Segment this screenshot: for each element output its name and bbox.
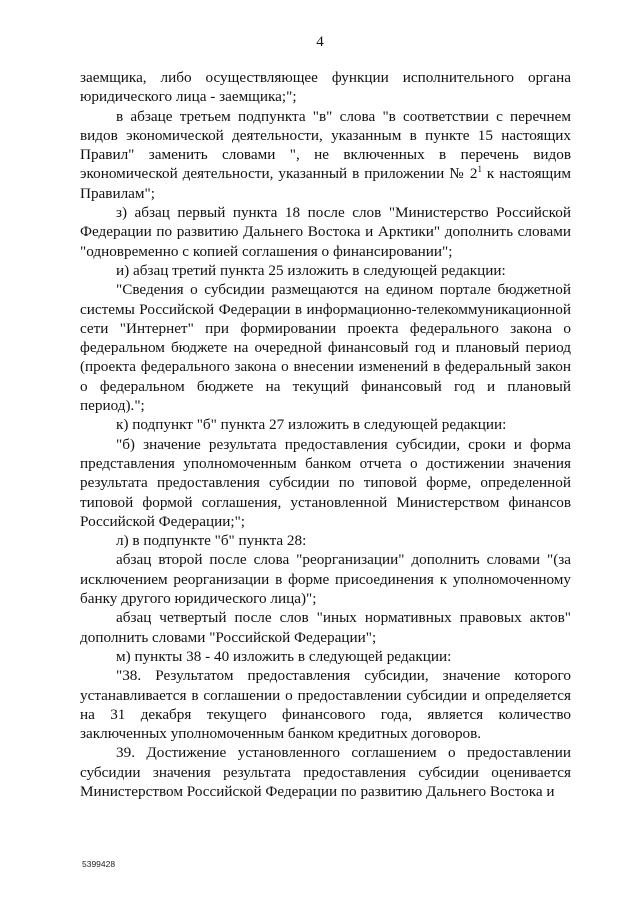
paragraph: заемщика, либо осуществляющее функции исполнительного органа юридического лица - заемщика;"; bbox=[80, 69, 571, 106]
paragraph: м) пункты 38 - 40 изложить в следующей редакции: bbox=[116, 647, 452, 665]
paragraph: з) абзац первый пункта 18 после слов "Министерство Российской Федерации по развитию Дальнего Востока и Арктики" дополнить словами "одновременно с копией соглашения о финансировании"; bbox=[80, 204, 571, 260]
paragraph: 39. Достижение установленного соглашением о предоставлении субсидии значения результата предоставления субсидии оценивается Министерством Российской Федерации по развитию Дальнего Востока и bbox=[80, 744, 571, 800]
superscript: 1 bbox=[477, 164, 482, 175]
document-body bbox=[80, 68, 571, 801]
paragraph-text: в абзаце третьем подпункта "в" слова "в соответствии с перечнем видов экономической деятельности, указанным в пункте 15 настоящих Правил" заменить словами ", не включенных в перечень видов экономической деятельности, указанный в приложении № 2 bbox=[80, 107, 571, 183]
page-number: 4 bbox=[316, 34, 324, 50]
paragraph: абзац второй после слова "реорганизации" дополнить словами "(за исключением реорганизации в форме присоединения к уполномоченному банку другого юридического лица)"; bbox=[80, 551, 571, 608]
paragraph-text-tail: к настоящим Правилам"; bbox=[80, 165, 571, 202]
paragraph: абзац четвертый после слов "иных нормативных правовых актов" дополнить словами "Российской Федерации"; bbox=[80, 609, 571, 646]
paragraph: и) абзац третий пункта 25 изложить в следующей редакции: bbox=[116, 261, 506, 279]
paragraph: "38. Результатом предоставления субсидии, значение которого устанавливается в соглашении о предоставлении субсидии и определяется на 31 декабря текущего финансового года, является количество заключенных уполномоченным банком кредитных договоров. bbox=[80, 667, 571, 743]
paragraph: "Сведения о субсидии размещаются на едином портале бюджетной системы Российской Федерации в информационно-телекоммуникационной сети "Интернет" при формировании проекта федерального закона о федеральном бюджете на очередной финансовый год и плановый период (проекта федерального закона о внесении изменений в федеральный закон о федеральном бюджете на текущий финансовый год и плановый период)."; bbox=[80, 281, 571, 415]
paragraph: "б) значение результата предоставления субсидии, сроки и форма представления уполномоченным банком отчета о достижении значения результата предоставления субсидии по типовой форме, определенной типовой формой соглашения, установленной Министерством финансов Российской Федерации;"; bbox=[80, 435, 571, 530]
paragraph bbox=[80, 107, 571, 203]
document-code: 5399428 bbox=[82, 859, 116, 869]
paragraph: л) в подпункте "б" пункта 28: bbox=[116, 532, 307, 550]
paragraph: к) подпункт "б" пункта 27 изложить в следующей редакции: bbox=[116, 416, 507, 434]
